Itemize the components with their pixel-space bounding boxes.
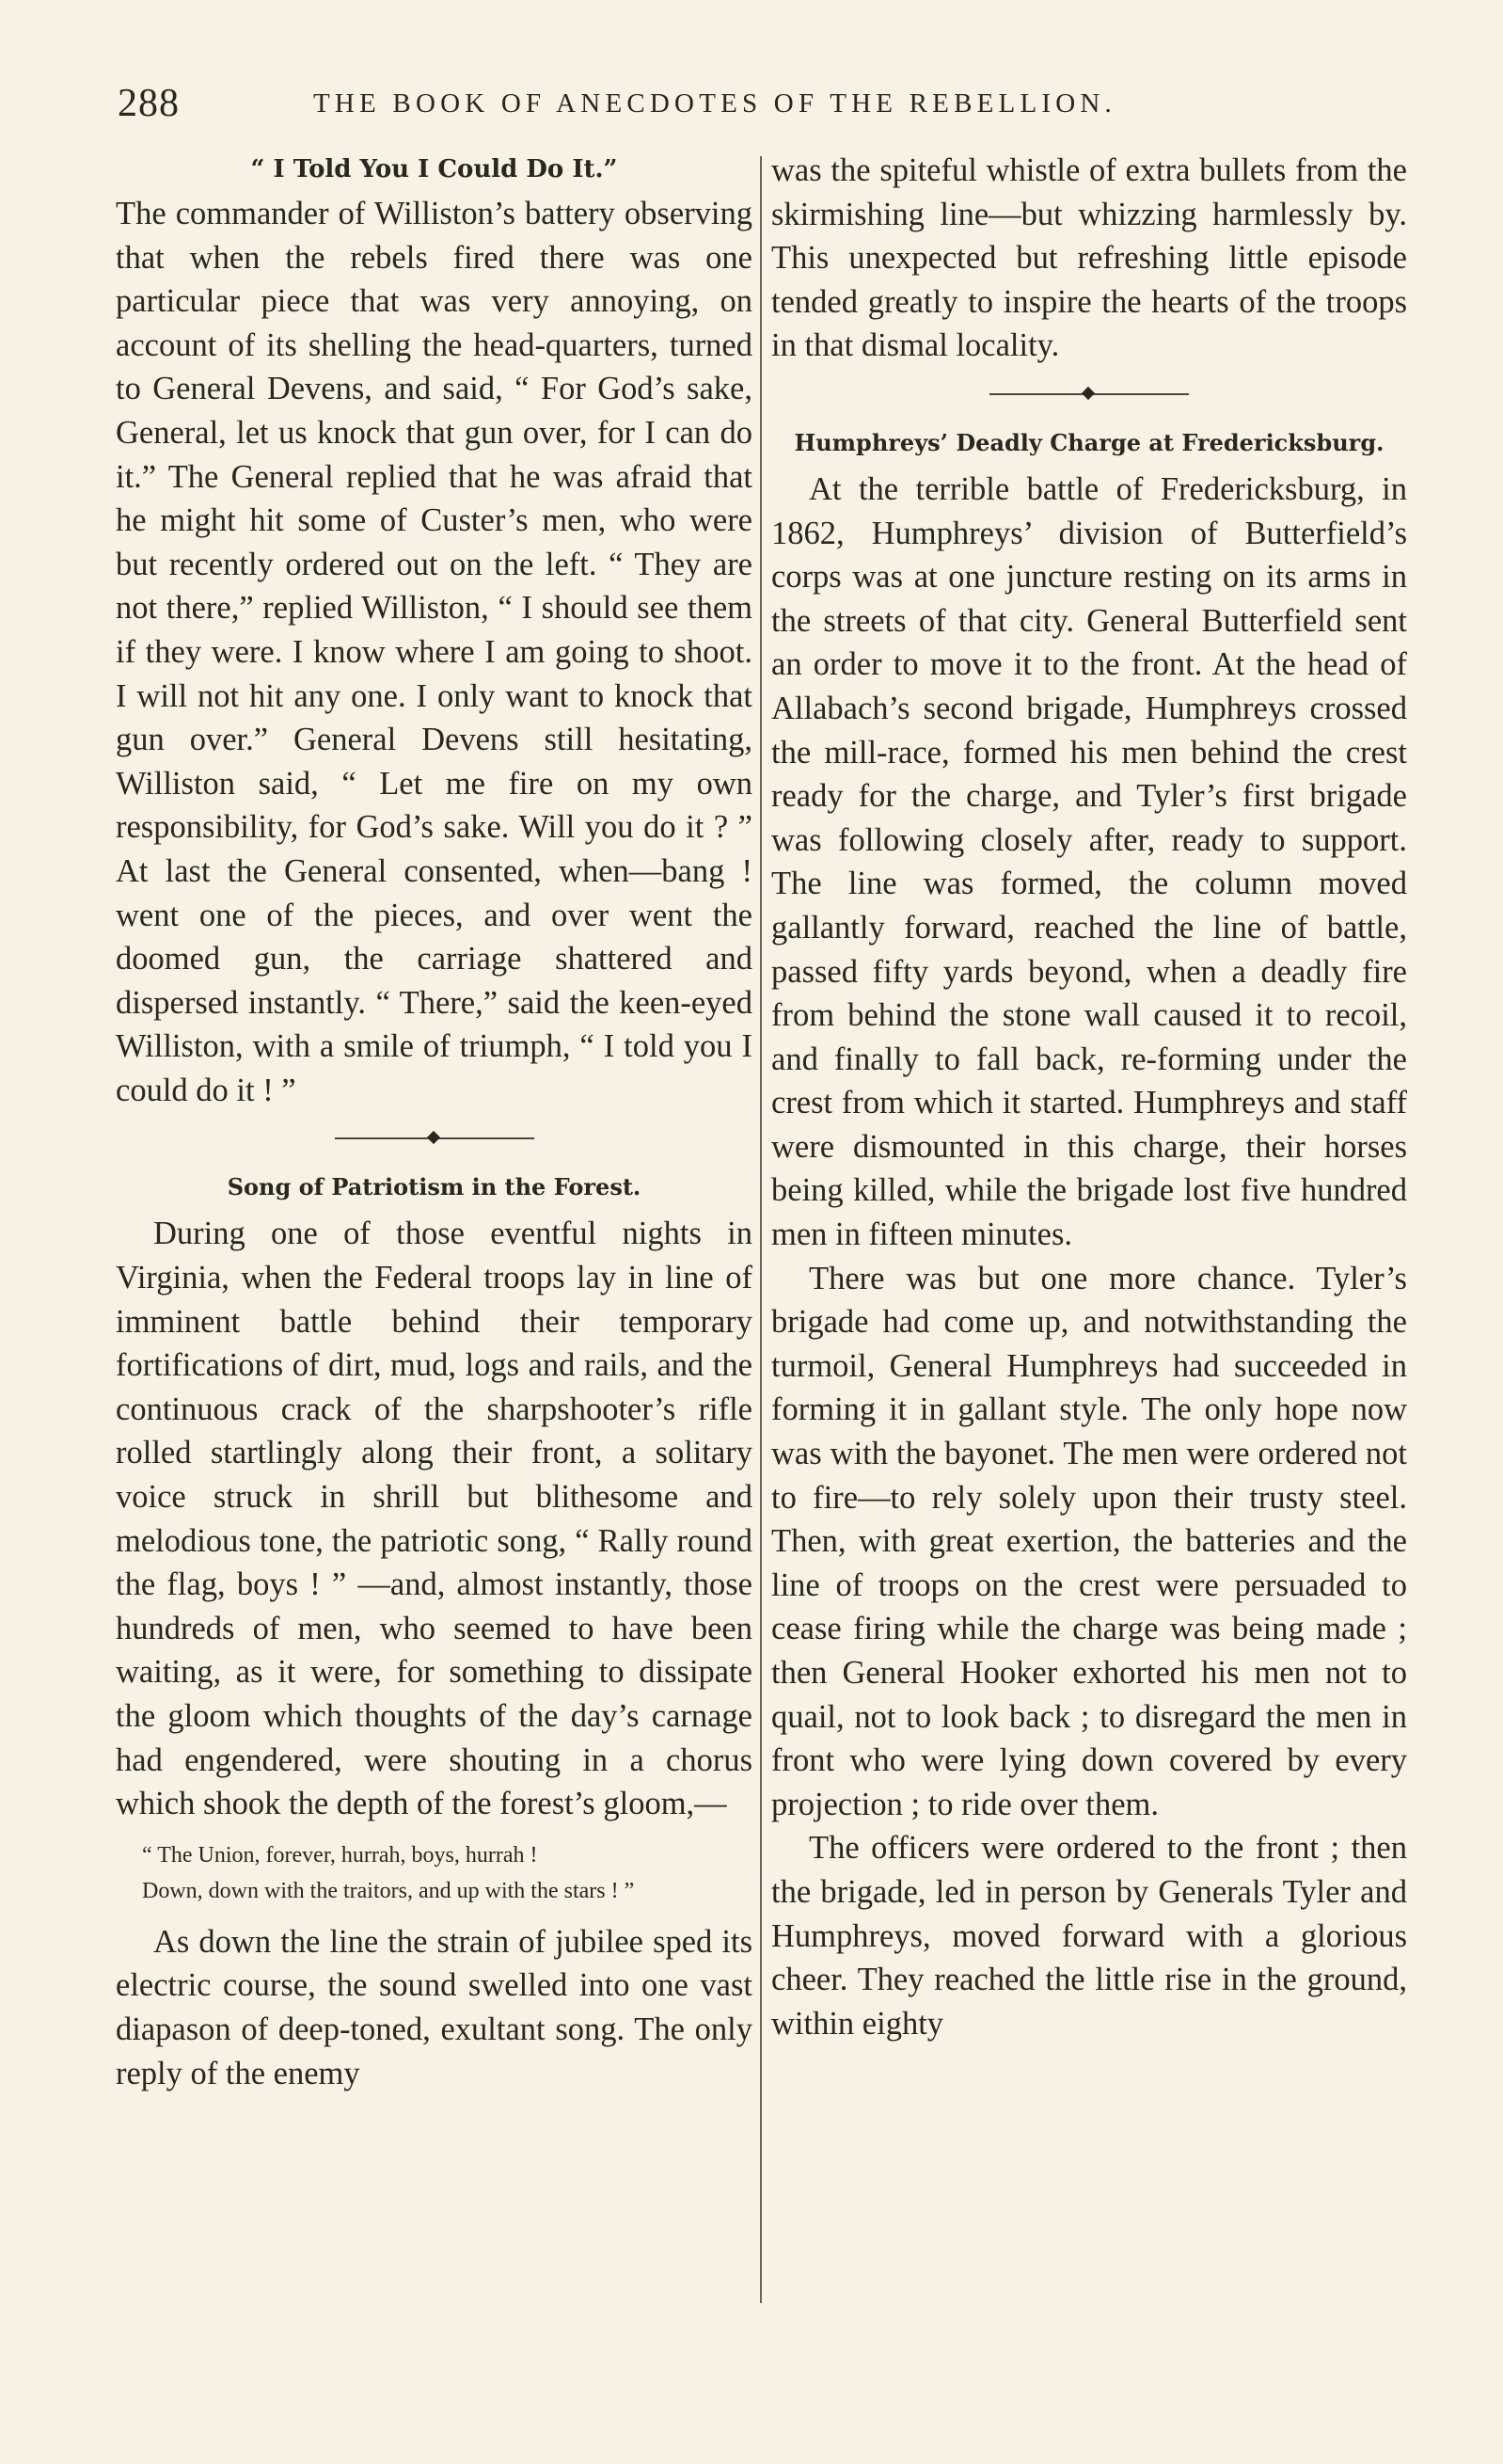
story-paragraph: was the spiteful whistle of extra bullets from the skirmishing line—but whizzing harmlessly by. This unexpected but refreshing little episode tended greatly to inspire the hearts of the troops in that dismal locality. [771, 152, 1407, 364]
story-heading: Humphreys’ Deadly Charge at Fredericksburg. [794, 428, 1384, 456]
running-title: THE BOOK OF ANECDOTES OF THE REBELLION. [313, 88, 1116, 119]
story-paragraph: There was but one more chance. Tyler’s brigade had come up, and notwithstanding the turmoil, General Humphreys had succeeded in forming it in gallant style. The only hope now was with the bayonet. The men were ordered not to fire—to rely solely upon their trusty steel. Then, with great exertion, the batteries and the line of troops on the crest were persuaded to cease firing while the charge was being made ; then General Hooker exhorted his men not to quail, not to look back ; to disregard the men in front who were lying down covered by every projection ; to ride over them. [771, 1260, 1407, 1822]
story-heading: Song of Patriotism in the Forest. [227, 1173, 641, 1201]
section-separator [116, 1118, 752, 1159]
column-divider [760, 156, 762, 2303]
separator-ornament-icon [426, 1131, 439, 1144]
left-column [116, 149, 752, 2095]
verse-line: “ The Union, forever, hurrah, boys, hurrah ! [142, 1842, 538, 1868]
story-paragraph: As down the line the strain of jubilee sped its electric course, the sound swelled into one vast diapason of deep-toned, exultant song. The only reply of the enemy [116, 1923, 752, 2091]
right-column [771, 149, 1407, 2045]
page-number: 288 [118, 82, 180, 125]
separator-ornament-icon [1082, 387, 1095, 400]
story-paragraph: The officers were ordered to the front ; then the brigade, led in person by Generals Tyler and Humphreys, moved forward with a glorious cheer. They reached the little rise in the ground, within eighty [771, 1830, 1407, 2042]
story-paragraph: At the terrible battle of Fredericksburg, in 1862, Humphreys’ division of Butterfield’s corps was at one juncture resting on its arms in the streets of that city. General Butterfield sent an order to move it to the front. At the head of Allabach’s second brigade, Humphreys crossed the mill-race, formed his men behind the crest ready for the charge, and Tyler’s first brigade was following closely after, ready to support. The line was formed, the column moved gallantly forward, reached the line of battle, passed fifty yards beyond, when a deadly fire from behind the stone wall caused it to recoil, and finally to fall back, re-forming under the crest from which it started. Humphreys and staff were dismounted in this charge, their horses being killed, while the brigade lost five hundred men in fifteen minutes. [771, 470, 1407, 1253]
running-head [118, 81, 1227, 134]
story-paragraph: The commander of Williston’s battery observing that when the rebels fired there was one particular piece that was very annoying, on account of its shelling the head-quarters, turned to General Devens, and said, “ For God’s sake, General, let us knock that gun over, for I can do it.” The General replied that he was afraid that he might hit some of Custer’s men, who were but recently ordered out on the left. “ They are not there,” replied Williston, “ I should see them if they were. I know where I am going to shoot. I will not hit any one. I only want to knock that gun over.” General Devens still hesitating, Williston said, “ Let me fire on my own responsibility, for God’s sake. Will you do it ? ” At last the General consented, when—bang ! went one of the pieces, and over went the doomed gun, the carriage shattered and dispersed instantly. “ There,” said the keen-eyed Williston, with a smile of triumph, “ I told you I could do it ! ” [116, 196, 752, 1108]
song-verse [116, 1837, 752, 1909]
story-paragraph: During one of those eventful nights in Virginia, when the Federal troops lay in line of imminent battle behind their temporary fortifications of dirt, mud, logs and rails, and the continuous crack of the sharpshooter’s rifle rolled startlingly along their front, a solitary voice struck in shrill but blithesome and melodious tone, the patriotic song, “ Rally round the flag, boys ! ” —and, almost instantly, those hundreds of men, who seemed to have been waiting, as it were, for something to dissipate the gloom which thoughts of the day’s carnage had engendered, were shouting in a chorus which shook the depth of the forest’s gloom,— [116, 1216, 752, 1822]
story-heading: “ I Told You I Could Do It.” [250, 155, 618, 183]
section-separator [771, 374, 1407, 415]
verse-line: Down, down with the traitors, and up with the stars ! ” [142, 1878, 635, 1903]
